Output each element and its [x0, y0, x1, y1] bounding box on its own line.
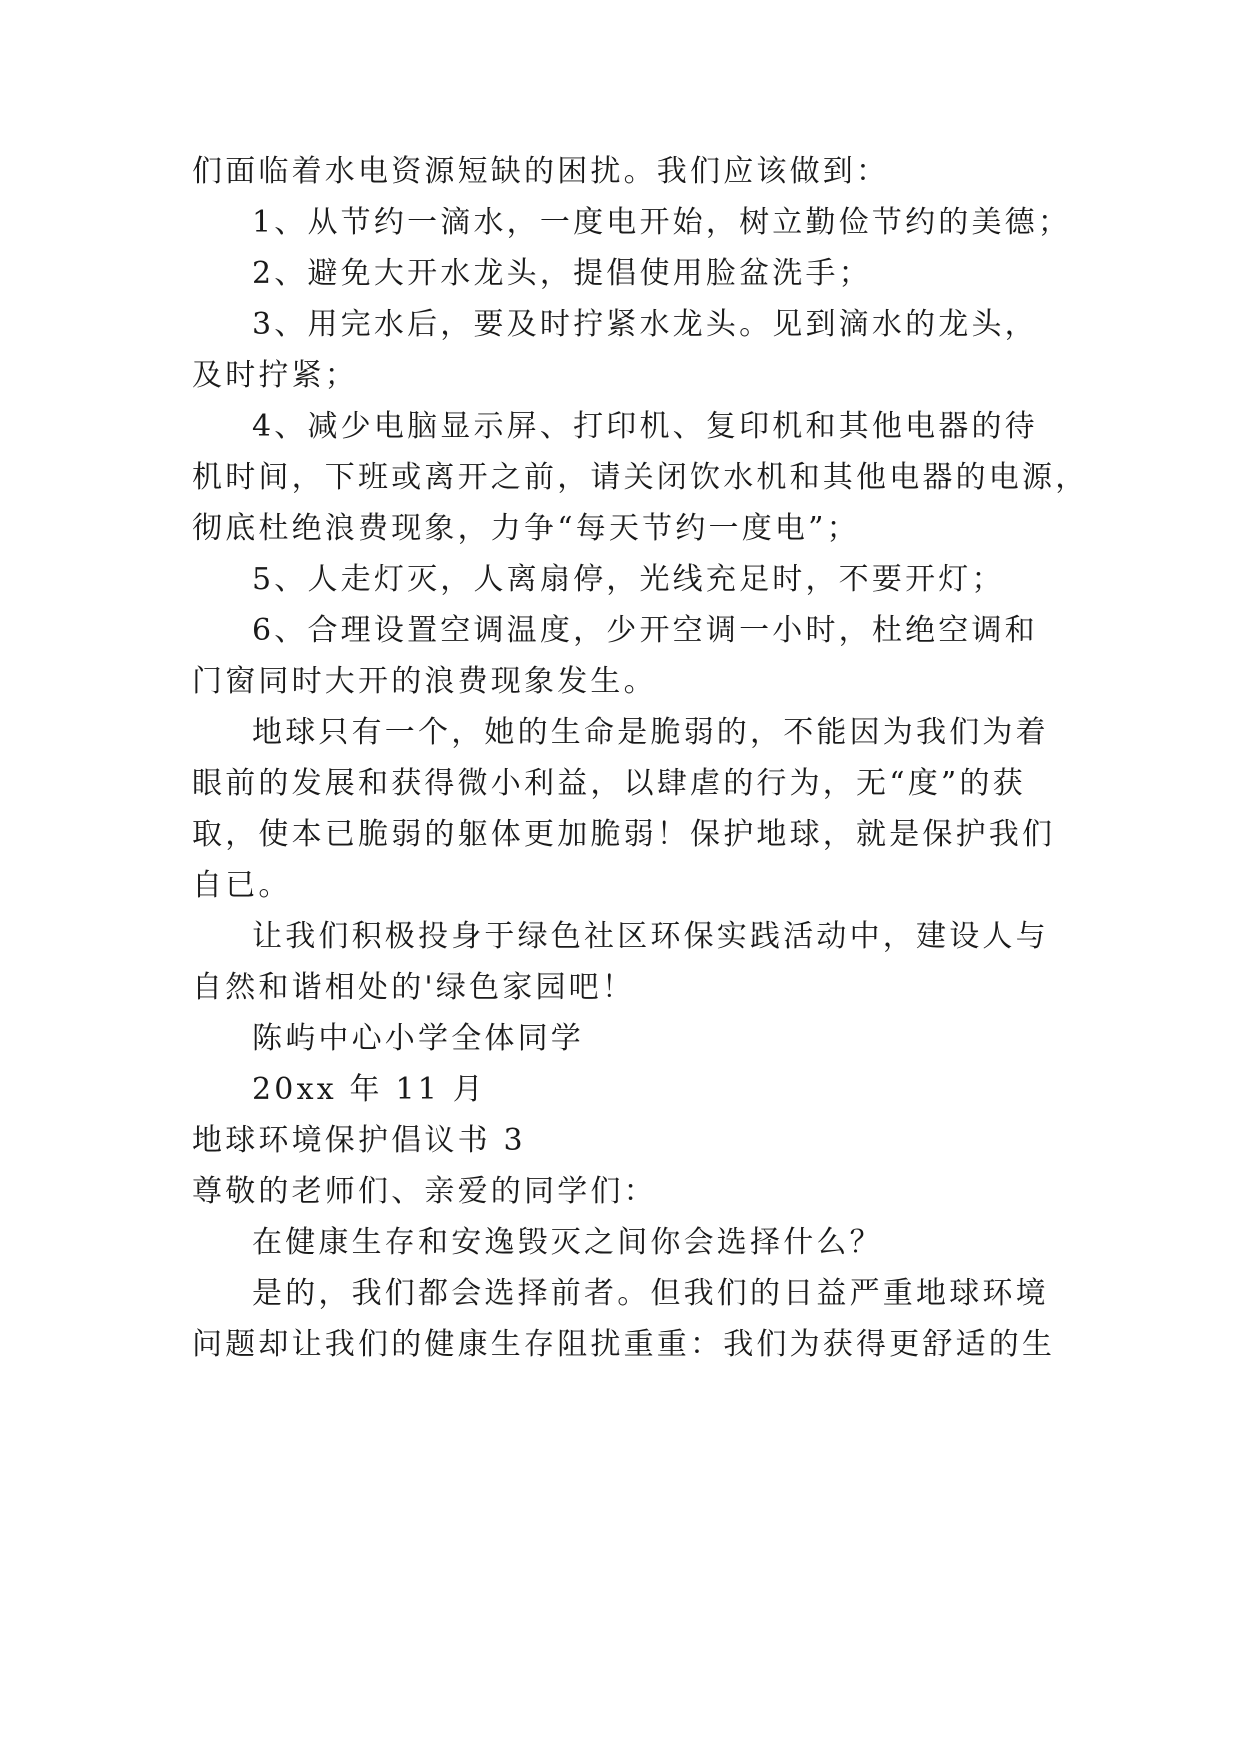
list-item-5: 5、人走灯灭，人离扇停，光线充足时，不要开灯；	[252, 562, 1005, 597]
paragraph-line: 眼前的发展和获得微小利益，以肆虐的行为，无“度”的获	[192, 766, 1026, 801]
list-item-3-continued: 及时拧紧；	[192, 358, 358, 393]
salutation-line: 尊敬的老师们、亲爱的同学们：	[192, 1174, 657, 1209]
paragraph-line: 自然和谐相处的'绿色家园吧！	[192, 970, 636, 1005]
list-item-4-continued: 机时间，下班或离开之前，请关闭饮水机和其他电器的电源，	[192, 460, 1089, 495]
date-line: 20xx 年 11 月	[252, 1072, 486, 1107]
list-item-2: 2、避免大开水龙头，提倡使用脸盆洗手；	[252, 256, 872, 291]
list-item-6-continued: 门窗同时大开的浪费现象发生。	[192, 664, 657, 699]
paragraph-line: 自已。	[192, 868, 292, 903]
paragraph-line: 问题却让我们的健康生存阻扰重重：我们为获得更舒适的生	[192, 1327, 1056, 1362]
list-item-4-continued: 彻底杜绝浪费现象，力争“每天节约一度电”；	[192, 511, 860, 546]
paragraph-line: 让我们积极投身于绿色社区环保实践活动中，建设人与	[252, 919, 1049, 954]
paragraph-line: 地球只有一个，她的生命是脆弱的，不能因为我们为着	[252, 715, 1049, 750]
list-item-1: 1、从节约一滴水，一度电开始，树立勤俭节约的美德；	[252, 205, 1072, 240]
paragraph-line: 是的，我们都会选择前者。但我们的日益严重地球环境	[252, 1276, 1049, 1311]
paragraph-line: 在健康生存和安逸毁灭之间你会选择什么？	[252, 1225, 883, 1260]
paragraph-line: 取，使本已脆弱的躯体更加脆弱！保护地球，就是保护我们	[192, 817, 1056, 852]
text-line: 们面临着水电资源短缺的困扰。我们应该做到：	[192, 154, 890, 189]
list-item-6: 6、合理设置空调温度，少开空调一小时，杜绝空调和	[252, 613, 1038, 648]
signature-line: 陈屿中心小学全体同学	[252, 1021, 584, 1056]
list-item-3: 3、用完水后，要及时拧紧水龙头。见到滴水的龙头，	[252, 307, 1038, 342]
list-item-4: 4、减少电脑显示屏、打印机、复印机和其他电器的待	[252, 409, 1038, 444]
section-title: 地球环境保护倡议书 3	[192, 1123, 526, 1158]
